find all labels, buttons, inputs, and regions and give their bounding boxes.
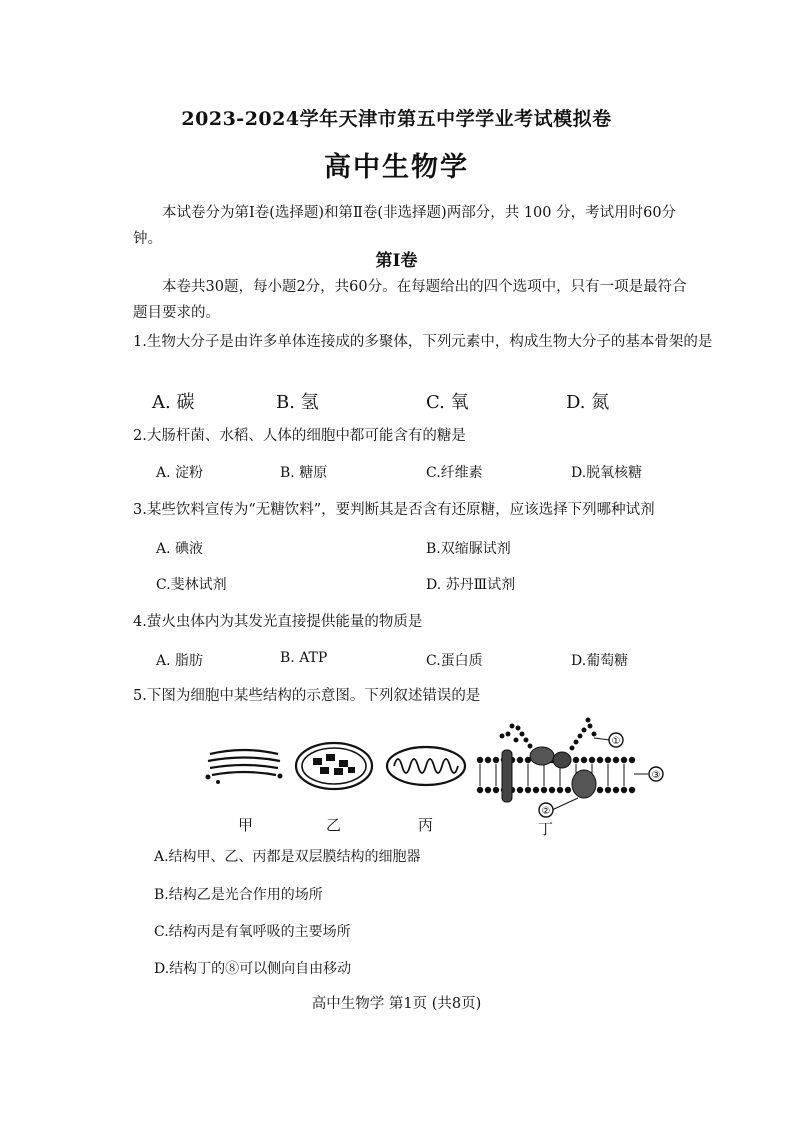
question-5-stem: 5.下图为细胞中某些结构的示意图。下列叙述错误的是 xyxy=(133,688,481,704)
question-2-stem: 2.大肠杆菌、水稻、人体的细胞中都可能含有的糖是 xyxy=(133,428,466,444)
section-instructions: 本卷共30题，每小题2分，共60分。在每题给出的四个选项中，只有一项是最符合题目要求的。 xyxy=(133,279,687,321)
q2-option-b: B. 糖原 xyxy=(280,465,328,481)
question-3-stem: 3.某些饮料宣传为“无糖饮料”，要判断其是否含有还原糖，应该选择下列哪种试剂 xyxy=(133,502,655,518)
chloroplast-figure xyxy=(293,740,375,792)
q3-option-d: D. 苏丹Ⅲ试剂 xyxy=(426,577,516,593)
q3-option-b: B.双缩脲试剂 xyxy=(426,541,511,557)
q5-option-b: B.结构乙是光合作用的场所 xyxy=(154,887,323,903)
q4-option-d: D.葡萄糖 xyxy=(571,653,629,669)
marker-3: ③ xyxy=(651,770,661,781)
figure-label-bing: 丙 xyxy=(418,816,434,834)
mitochondrion-figure xyxy=(384,744,468,788)
question-4-stem: 4.萤火虫体内为其发光直接提供能量的物质是 xyxy=(133,614,423,630)
subject-title: 高中生物学 xyxy=(324,152,469,183)
q1-option-b: B. 氢 xyxy=(276,392,319,413)
figure-label-yi: 乙 xyxy=(326,816,342,834)
q4-option-c: C.蛋白质 xyxy=(426,653,483,669)
figure-label-jia: 甲 xyxy=(238,816,254,834)
exam-title: 2023-2024学年天津市第五中学学业考试模拟卷 xyxy=(181,108,612,130)
question-1-stem: 1.生物大分子是由许多单体连接成的多聚体，下列元素中，构成生物大分子的基本骨架的是 xyxy=(133,334,713,350)
q2-option-a: A. 淀粉 xyxy=(156,465,204,481)
marker-1: ① xyxy=(611,736,621,747)
q3-option-a: A. 碘液 xyxy=(156,541,204,557)
q1-option-a: A. 碳 xyxy=(152,392,195,413)
intro-text: 本试卷分为第Ⅰ卷(选择题)和第Ⅱ卷(非选择题)两部分，共 100 分，考试用时60分钟。 xyxy=(133,205,677,247)
q4-option-b: B. ATP xyxy=(280,650,328,666)
q1-option-d: D. 氮 xyxy=(566,392,610,413)
marker-2: ② xyxy=(541,806,551,817)
q4-option-a: A. 脂肪 xyxy=(156,653,204,669)
q5-option-d: D.结构丁的⑧可以侧向自由移动 xyxy=(154,961,352,977)
q5-option-c: C.结构丙是有氧呼吸的主要场所 xyxy=(154,924,351,940)
section-title: 第Ⅰ卷 xyxy=(375,251,418,271)
page-footer: 高中生物学 第1页 (共8页) xyxy=(311,996,482,1012)
golgi-figure xyxy=(204,744,284,786)
q3-option-c: C.斐林试剂 xyxy=(156,577,227,593)
cell-membrane-figure xyxy=(472,716,672,820)
q2-option-c: C.纤维素 xyxy=(426,465,483,481)
q5-option-a: A.结构甲、乙、丙都是双层膜结构的细胞器 xyxy=(154,849,421,865)
figure-label-ding: 丁 xyxy=(538,820,554,838)
q2-option-d: D.脱氧核糖 xyxy=(571,465,643,481)
q1-option-c: C. 氧 xyxy=(426,392,469,413)
